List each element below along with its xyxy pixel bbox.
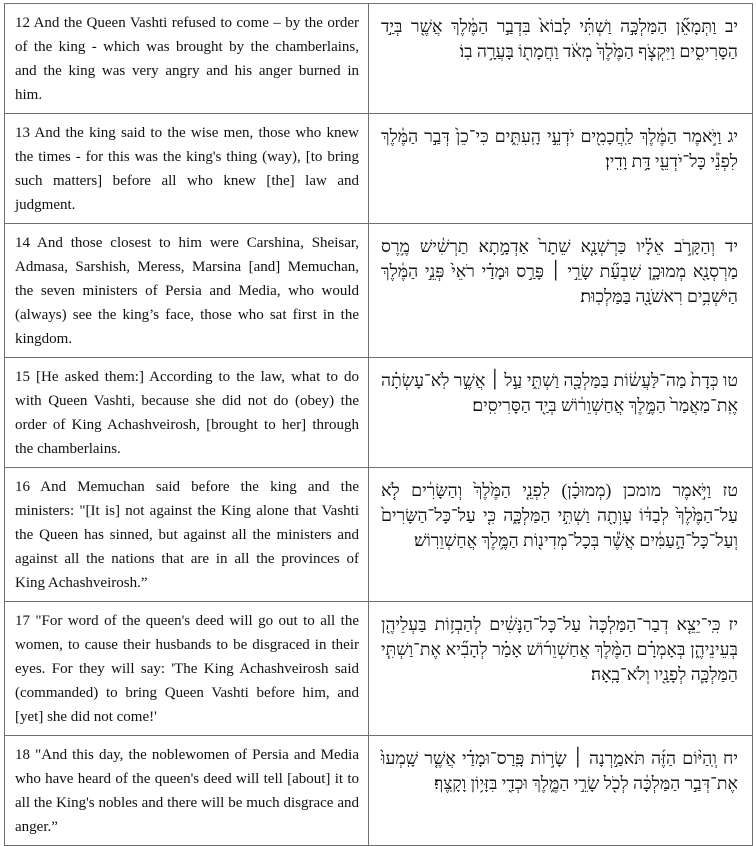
hebrew-verse-text: יג וַיֹּ֣אמֶר הַמֶּ֔לֶךְ לַֽחֲכָמִ֖ים יֹדְעֵ֣י הָֽעִתִּ֑ים כִּי־כֵן֙ דְּבַ֣ר הַמֶּ֔לֶךְ לִפְנֵ֕י כָּל־יֹדְעֵ֖י דָּ֥ת וָדִֽין׃ <box>369 114 753 224</box>
english-verse-text: 14 And those closest to him were Carshina, Sheisar, Admasa, Sarshish, Meress, Marsina [and] Memuchan, the seven ministers of Persia and Media, who would (always) see the king’s face, those who sat first in the kingdom. <box>5 224 369 358</box>
hebrew-verse-text: טו כְּדָת֙ מַה־לַּעֲשׂ֔וֹת בַּמַּלְכָּ֖ה וַשְׁתִּ֑י עַ֣ל ׀ אֲשֶׁ֣ר לֹֽא־עָשְׂתָ֗ה אֶֽת־מַאֲמַר֙ הַמֶּ֣לֶךְ אֲחַשְׁוֵר֔וֹשׁ בְּיַ֖ד הַסָּרִיסִֽים׃ <box>369 358 753 468</box>
verse-row <box>5 468 753 602</box>
verse-row <box>5 358 753 468</box>
verse-row <box>5 602 753 736</box>
english-verse-text: 13 And the king said to the wise men, those who knew the times - for this was the king's thing (way), [to bring such matters] before all who knew [the] law and judgment. <box>5 114 369 224</box>
hebrew-verse-text: יד וְהַקָּרֹ֣ב אֵלָ֗יו כַּרְשְׁנָ֤א שֵׁתָר֙ אַדְמָ֣תָא תַרְשִׁ֔ישׁ מֶ֥רֶס מַרְסְנָ֖א מְמוּכָ֑ן שִׁבְעַ֞ת שָׂרֵ֣י ׀ פָּרַ֣ס וּמָדַ֗י רֹאֵי֙ פְּנֵ֣י הַמֶּ֔לֶךְ הַיֹּשְׁבִ֥ים רִאשֹׁנָ֖ה בַּמַּלְכֽוּת׃ <box>369 224 753 358</box>
hebrew-verse-text: יח וְֽהַיּ֨וֹם הַזֶּ֜ה תֹּאמַ֣רְנָה ׀ שָׂר֣וֹת פָּֽרַס־וּמָדַ֗י אֲשֶׁ֤ר שָֽׁמְעוּ֙ אֶת־דְּבַ֣ר הַמַּלְכָּ֔ה לְכֹ֖ל שָׂרֵ֣י הַמֶּ֑לֶךְ וּכְדַ֖י בִּזָּי֥וֹן וָקָֽצֶף׃ <box>369 736 753 846</box>
english-verse-text: 12 And the Queen Vashti refused to come – by the order of the king - which was brought by the chamberlains, and the king was very angry and his anger burned in him. <box>5 4 369 114</box>
english-verse-text: 16 And Memuchan said before the king and the ministers: "[It is] not against the King alone that Vashti the Queen has sinned, but against all the ministers and against all the nations that are in all the provinces of King Achashveirosh.” <box>5 468 369 602</box>
hebrew-verse-text: יז כִּֽי־יֵצֵ֤א דְבַר־הַמַּלְכָּה֙ עַל־כָּל־הַנָּשִׁ֔ים לְהַבְז֥וֹת בַּעְלֵיהֶ֖ן בְּעֵינֵיהֶ֑ן בְּאָמְרָ֗ם הַמֶּ֨לֶךְ אֲחַשְׁוֵר֜וֹשׁ אָמַ֗ר לְהָבִ֞יא אֶת־וַשְׁתִּ֧י הַמַּלְכָּ֛ה לְפָנָ֖יו וְלֹא־בָֽאָה׃ <box>369 602 753 736</box>
english-verse-text: 15 [He asked them:] According to the law, what to do with Queen Vashti, because she did not do (obey) the order of King Achashveirosh, [brought to her] through the chamberlains. <box>5 358 369 468</box>
hebrew-verse-text: טז וַיֹּ֣אמֶר מומכן (מְמוּכָ֗ן) לִפְנֵ֤י הַמֶּ֙לֶךְ֙ וְהַשָּׂרִ֔ים לֹ֤א עַל־הַמֶּ֙לֶךְ֙ לְבַדּ֔וֹ עָוְתָ֖ה וַשְׁתִּ֣י הַמַּלְכָּ֑ה כִּ֤י עַל־כָּל־הַשָּׂרִים֙ וְעַל־כָּל־הָ֣עַמִּ֔ים אֲשֶׁ֕ר בְּכָל־מְדִינ֖וֹת הַמֶּ֥לֶךְ אֲחַשְׁוֵרֽוֹשׁ׃ <box>369 468 753 602</box>
english-verse-text: 18 "And this day, the noblewomen of Persia and Media who have heard of the queen's deed will tell [about] it to all the King's nobles and there will be much disgrace and anger.” <box>5 736 369 846</box>
hebrew-verse-text: יב וַתְּמָאֵ֞ן הַמַּלְכָּ֣ה וַשְׁתִּ֗י לָבוֹא֙ בִּדְבַ֣ר הַמֶּ֔לֶךְ אֲשֶׁ֖ר בְּיַ֣ד הַסָּרִיסִ֑ים וַיִּקְצֹ֤ף הַמֶּ֙לֶךְ֙ מְאֹ֔ד וַחֲמָת֖וֹ בָּעֲרָ֥ה בֽוֹ׃ <box>369 4 753 114</box>
verse-table <box>4 3 753 846</box>
verse-row <box>5 736 753 846</box>
verse-row <box>5 224 753 358</box>
verse-row <box>5 4 753 114</box>
english-verse-text: 17 "For word of the queen's deed will go out to all the women, to cause their husbands to be disgraced in their eyes. For they will say: 'The King Achashveirosh said (commanded) to bring Queen Vashti before him, and [yet] she did not come!' <box>5 602 369 736</box>
verse-row <box>5 114 753 224</box>
